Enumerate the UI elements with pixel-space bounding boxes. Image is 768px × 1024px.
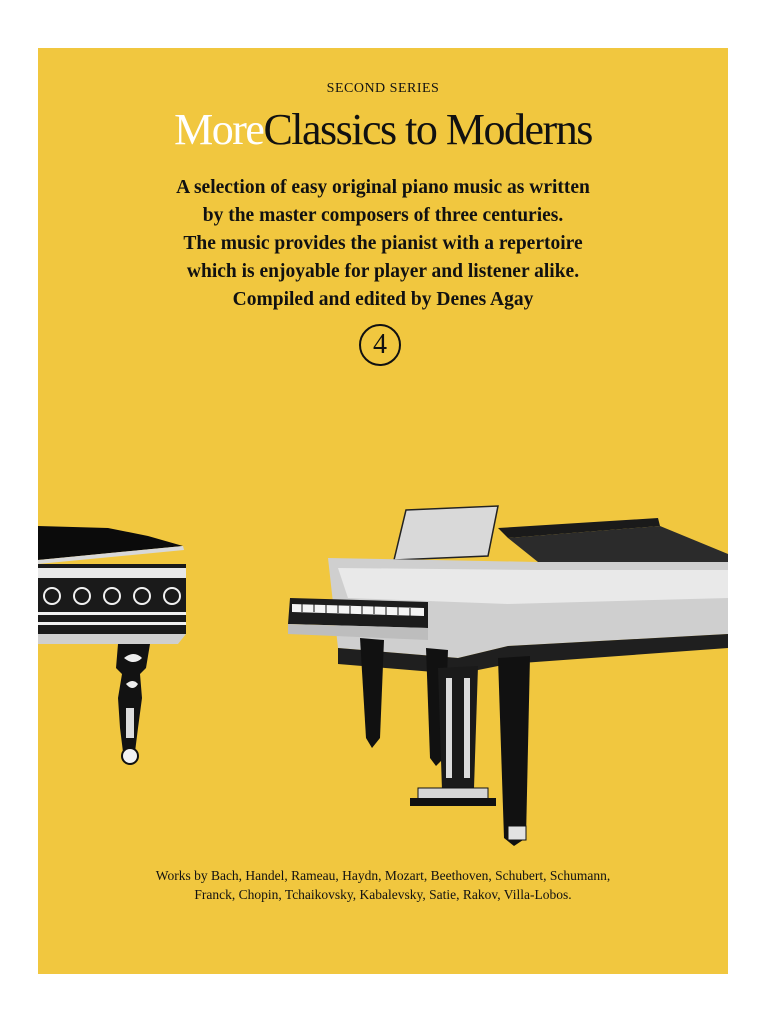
- antique-grand-piano-image: [38, 526, 186, 764]
- description-line: by the master composers of three centuries.: [202, 205, 564, 226]
- book-cover: [38, 48, 728, 974]
- composers-list: [38, 866, 728, 904]
- description-line: A selection of easy original piano music as written: [176, 177, 590, 198]
- title-rest: Classics to Moderns: [263, 105, 592, 154]
- book-title: [38, 104, 728, 156]
- title-more: More: [174, 105, 264, 154]
- composers-line: Works by Bach, Handel, Rameau, Haydn, Mozart, Beethoven, Schubert, Schumann,: [155, 868, 611, 883]
- volume-number-badge: 4: [359, 324, 401, 366]
- piano-illustrations: [38, 498, 728, 858]
- editor-line: Compiled and edited by Denes Agay: [232, 289, 534, 310]
- description-line: which is enjoyable for player and listener alike.: [186, 261, 580, 282]
- description-line: The music provides the pianist with a repertoire: [183, 233, 583, 254]
- composers-line: Franck, Chopin, Tchaikovsky, Kabalevsky, Satie, Rakov, Villa-Lobos.: [194, 887, 572, 902]
- modern-grand-piano-image: [288, 506, 728, 846]
- series-label: SECOND SERIES: [326, 81, 440, 96]
- description: [38, 174, 728, 314]
